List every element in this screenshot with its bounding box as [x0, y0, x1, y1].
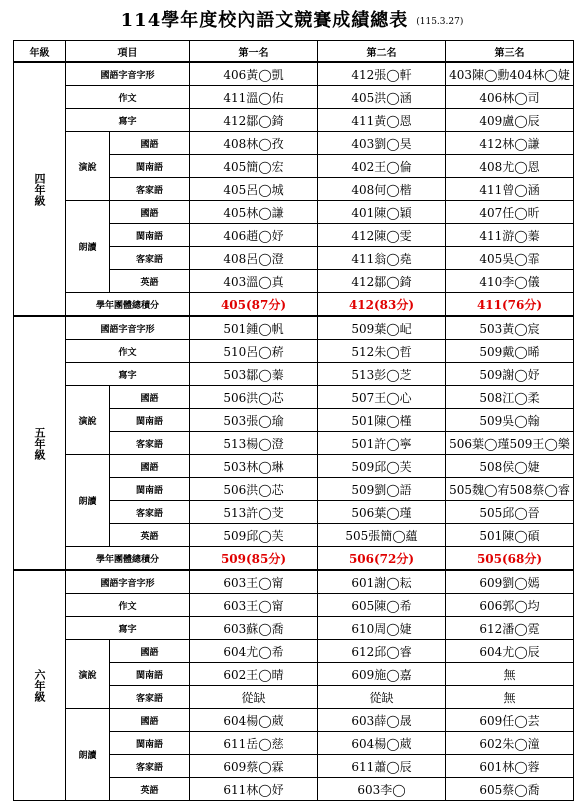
second-place-cell: 408何◯楷: [318, 178, 446, 201]
table-row: [14, 86, 574, 109]
first-place-cell: 604尤◯希: [190, 640, 318, 663]
first-place-cell: 從缺: [190, 686, 318, 709]
first-place-cell: 408林◯孜: [190, 132, 318, 155]
first-place-cell: 609蔡◯霖: [190, 755, 318, 778]
writing-row-label: 寫字: [66, 363, 190, 386]
first-place-cell: 412鄒◯錡: [190, 109, 318, 132]
second-place-cell: 506葉◯瑾: [318, 501, 446, 524]
header-first: 第一名: [190, 41, 318, 63]
third-place-cell: 405吳◯霏: [446, 247, 574, 270]
mandarin-label: 國語: [110, 455, 190, 478]
second-place-cell: 401陳◯穎: [318, 201, 446, 224]
group-total-label: 學年團體總積分: [66, 293, 190, 317]
table-row: [14, 709, 574, 732]
recite-category-label: 朗讀: [66, 455, 110, 547]
third-place-cell: 403陳◯勳404林◯婕: [446, 62, 574, 86]
recite-category-label: 朗讀: [66, 709, 110, 801]
first-place-cell: 406黃◯凱: [190, 62, 318, 86]
minnan-label: 閩南語: [110, 224, 190, 247]
mandarin-label: 國語: [110, 709, 190, 732]
second-place-cell: 412張◯軒: [318, 62, 446, 86]
header-item: 項目: [66, 41, 190, 63]
table-row: [14, 340, 574, 363]
third-place-cell: 408尤◯恩: [446, 155, 574, 178]
first-place-cell: 513許◯芠: [190, 501, 318, 524]
third-place-cell: 409盧◯辰: [446, 109, 574, 132]
table-row: [14, 570, 574, 594]
second-place-cell: 509劉◯語: [318, 478, 446, 501]
second-place-total: 412(83分): [318, 293, 446, 317]
third-place-cell: 410李◯儀: [446, 270, 574, 293]
hakka-label: 客家語: [110, 501, 190, 524]
second-place-cell: 507王◯心: [318, 386, 446, 409]
second-place-cell: 509邱◯芙: [318, 455, 446, 478]
table-row: [14, 109, 574, 132]
second-place-cell: 512朱◯哲: [318, 340, 446, 363]
first-place-cell: 611林◯妤: [190, 778, 318, 801]
word-row-label: 國語字音字形: [66, 316, 190, 340]
writing-row-label: 寫字: [66, 617, 190, 640]
third-place-cell: 506葉◯瑾509王◯樂: [446, 432, 574, 455]
hakka-label: 客家語: [110, 432, 190, 455]
results-table-body: [14, 41, 574, 801]
first-place-cell: 405簡◯宏: [190, 155, 318, 178]
minnan-label: 閩南語: [110, 478, 190, 501]
english-label: 英語: [110, 270, 190, 293]
first-place-cell: 501鍾◯帆: [190, 316, 318, 340]
minnan-label: 閩南語: [110, 732, 190, 755]
document-title-bar: [0, 6, 584, 32]
speech-category-label: 演說: [66, 386, 110, 455]
first-place-cell: 403溫◯真: [190, 270, 318, 293]
recite-category-label: 朗讀: [66, 201, 110, 293]
third-place-cell: 503黃◯宸: [446, 316, 574, 340]
second-place-cell: 603薛◯晟: [318, 709, 446, 732]
hakka-label: 客家語: [110, 247, 190, 270]
table-row: [14, 201, 574, 224]
second-place-cell: 從缺: [318, 686, 446, 709]
third-place-cell: 411曾◯涵: [446, 178, 574, 201]
second-place-cell: 603李◯: [318, 778, 446, 801]
hakka-label: 客家語: [110, 178, 190, 201]
third-place-cell: 605蔡◯喬: [446, 778, 574, 801]
grade-label: 四年級: [14, 62, 66, 316]
third-place-cell: 501陳◯碩: [446, 524, 574, 547]
table-row: [14, 455, 574, 478]
table-row: [14, 62, 574, 86]
first-place-cell: 503鄒◯蓁: [190, 363, 318, 386]
first-place-cell: 506洪◯芯: [190, 386, 318, 409]
table-row: [14, 363, 574, 386]
mandarin-label: 國語: [110, 386, 190, 409]
second-place-cell: 412鄒◯錡: [318, 270, 446, 293]
third-place-cell: 無: [446, 663, 574, 686]
first-place-cell: 603王◯甯: [190, 570, 318, 594]
second-place-cell: 505張簡◯蘊: [318, 524, 446, 547]
third-place-cell: 509謝◯妤: [446, 363, 574, 386]
word-row-label: 國語字音字形: [66, 570, 190, 594]
third-place-cell: 606郭◯均: [446, 594, 574, 617]
second-place-cell: 601謝◯耘: [318, 570, 446, 594]
second-place-cell: 604楊◯葳: [318, 732, 446, 755]
third-place-cell: 407任◯昕: [446, 201, 574, 224]
second-place-cell: 612邱◯睿: [318, 640, 446, 663]
mandarin-label: 國語: [110, 201, 190, 224]
document-title: 114學年度校內語文競賽成績總表: [120, 10, 409, 31]
first-place-cell: 503張◯瑜: [190, 409, 318, 432]
group-total-label: 學年團體總積分: [66, 547, 190, 571]
results-table: [13, 40, 574, 801]
third-place-total: 505(68分): [446, 547, 574, 571]
table-row: [14, 640, 574, 663]
second-place-total: 506(72分): [318, 547, 446, 571]
word-row-label: 國語字音字形: [66, 62, 190, 86]
second-place-cell: 403劉◯昊: [318, 132, 446, 155]
minnan-label: 閩南語: [110, 155, 190, 178]
first-place-cell: 509邱◯芙: [190, 524, 318, 547]
first-place-cell: 503林◯琳: [190, 455, 318, 478]
third-place-cell: 411游◯蓁: [446, 224, 574, 247]
header-row: [14, 41, 574, 63]
essay-row-label: 作文: [66, 594, 190, 617]
second-place-cell: 610周◯婕: [318, 617, 446, 640]
table-row: [14, 386, 574, 409]
hakka-label: 客家語: [110, 686, 190, 709]
essay-row-label: 作文: [66, 340, 190, 363]
third-place-cell: 609任◯芸: [446, 709, 574, 732]
first-place-cell: 513楊◯澄: [190, 432, 318, 455]
third-place-cell: 無: [446, 686, 574, 709]
writing-row-label: 寫字: [66, 109, 190, 132]
grade-label: 六年級: [14, 570, 66, 801]
first-place-total: 509(85分): [190, 547, 318, 571]
third-place-cell: 609劉◯嫣: [446, 570, 574, 594]
third-place-cell: 406林◯司: [446, 86, 574, 109]
first-place-cell: 602王◯晴: [190, 663, 318, 686]
english-label: 英語: [110, 778, 190, 801]
header-grade: 年級: [14, 41, 66, 63]
table-row: [14, 293, 574, 317]
first-place-cell: 506洪◯芯: [190, 478, 318, 501]
essay-row-label: 作文: [66, 86, 190, 109]
third-place-cell: 612潘◯霓: [446, 617, 574, 640]
speech-category-label: 演說: [66, 132, 110, 201]
second-place-cell: 609施◯嘉: [318, 663, 446, 686]
third-place-cell: 508侯◯婕: [446, 455, 574, 478]
third-place-cell: 509吳◯翰: [446, 409, 574, 432]
table-row: [14, 594, 574, 617]
first-place-cell: 603王◯甯: [190, 594, 318, 617]
hakka-label: 客家語: [110, 755, 190, 778]
third-place-cell: 602朱◯潼: [446, 732, 574, 755]
mandarin-label: 國語: [110, 640, 190, 663]
second-place-cell: 513彭◯芝: [318, 363, 446, 386]
third-place-cell: 505魏◯宥508蔡◯睿: [446, 478, 574, 501]
first-place-cell: 611岳◯慈: [190, 732, 318, 755]
speech-category-label: 演說: [66, 640, 110, 709]
grade-label: 五年級: [14, 316, 66, 570]
third-place-cell: 505邱◯晉: [446, 501, 574, 524]
first-place-total: 405(87分): [190, 293, 318, 317]
second-place-cell: 501許◯寧: [318, 432, 446, 455]
first-place-cell: 406趙◯妤: [190, 224, 318, 247]
header-third: 第三名: [446, 41, 574, 63]
mandarin-label: 國語: [110, 132, 190, 155]
table-row: [14, 617, 574, 640]
first-place-cell: 405林◯謙: [190, 201, 318, 224]
third-place-cell: 604尤◯辰: [446, 640, 574, 663]
table-row: [14, 547, 574, 571]
first-place-cell: 405呂◯城: [190, 178, 318, 201]
first-place-cell: 411溫◯佑: [190, 86, 318, 109]
second-place-cell: 605陳◯希: [318, 594, 446, 617]
second-place-cell: 611蕭◯辰: [318, 755, 446, 778]
second-place-cell: 402王◯倫: [318, 155, 446, 178]
second-place-cell: 509葉◯屺: [318, 316, 446, 340]
first-place-cell: 604楊◯葳: [190, 709, 318, 732]
english-label: 英語: [110, 524, 190, 547]
third-place-cell: 509戴◯晞: [446, 340, 574, 363]
second-place-cell: 405洪◯涵: [318, 86, 446, 109]
second-place-cell: 412陳◯雯: [318, 224, 446, 247]
second-place-cell: 411翁◯堯: [318, 247, 446, 270]
minnan-label: 閩南語: [110, 663, 190, 686]
minnan-label: 閩南語: [110, 409, 190, 432]
second-place-cell: 501陳◯槿: [318, 409, 446, 432]
third-place-total: 411(76分): [446, 293, 574, 317]
second-place-cell: 411黃◯恩: [318, 109, 446, 132]
document-date: (115.3.27): [416, 17, 464, 27]
third-place-cell: 412林◯謙: [446, 132, 574, 155]
third-place-cell: 508江◯柔: [446, 386, 574, 409]
header-second: 第二名: [318, 41, 446, 63]
first-place-cell: 510呂◯菥: [190, 340, 318, 363]
table-row: [14, 316, 574, 340]
first-place-cell: 408呂◯澄: [190, 247, 318, 270]
first-place-cell: 603蘇◯喬: [190, 617, 318, 640]
table-row: [14, 132, 574, 155]
third-place-cell: 601林◯蓉: [446, 755, 574, 778]
